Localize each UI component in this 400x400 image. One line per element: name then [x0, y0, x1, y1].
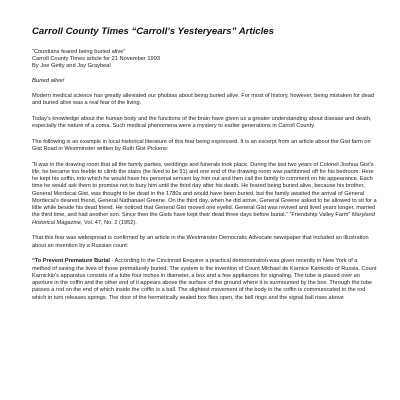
paragraph-5: That this fear was widespread is confirmed by an article in the Westminster Democratic Advocate newspaper that included an illustration about an invention by a Russian count: — [32, 235, 369, 249]
article-page — [32, 26, 377, 310]
article-meta — [32, 49, 377, 71]
excerpt-heading: “To Prevent Premature Burial — [32, 258, 110, 265]
paragraph-3: The following is an example in local historical literature of this fear being expressed. It is an excerpt from an article about the Gist farm on Gist Road in Westminster written by Ruth Gist Pickens: — [32, 138, 371, 152]
paragraph-4-quote — [32, 162, 377, 227]
document-title: Carroll County Times “Carroll’s Yesteryears” Articles — [32, 26, 274, 37]
quote-text: “It was in the drawing room that all the family parties, weddings and funerals took place. During the last two years of Colonel Joshua Gist’s life, he became too feeble to climb the stairs (he lived to be 91) and one end of the drawing room was partitioned off for his bedroom. Here he kept his coffin, into which he would have his personal servant lay him out and then call the family to comment on his appearance. Each time he would ask them to promise not to bury him until the third day after his death. He feared being buried alive, because his brother, General Mordecai Gist, was thought to be dead in the 1780s and would have been buried, but the family awaited the arrival of General Mordecai’s dearest friend, General Nathanael Greene. On the third day, when he did arrive, General Greene asked to be allowed to sit for a little while beside his dead friend. He noticed that General Gist moved one eyelid. General Gist was revived and lived years longer, married the third time, and had another son. Since then the Gists have kept their dead three days before burial.” “Friendship Valley Farm” — [32, 161, 377, 219]
section-title: Buried alive! — [32, 77, 65, 84]
quote-source-citation: , Vol. 47, No. 2 (1952). — [80, 219, 137, 226]
article-date-line: Carroll County Times article for 21 November 1993 — [32, 56, 161, 63]
article-headline: “Countians feared being buried alive” — [32, 49, 126, 55]
paragraph-6 — [32, 258, 377, 302]
paragraph-2: Today’s knowledge about the human body and the functions of the brain have given us a greater understanding about disease and death, especially the nature of a coma. Such medical phenomena were a mystery to earlier generations in Carroll County. — [32, 115, 372, 129]
quote-source-title: Maryland Historical Magazine — [32, 212, 375, 226]
paragraph-1: Modern medical science has greatly alleviated our phobias about being buried alive. For most of history, however, being mistaken for dead and buried alive was a real fear of the living. — [32, 92, 374, 106]
excerpt-body: - According to the Cincinnati Enquirer a practical demonstration was given recently in New York of a method of saving the lives of those prematurely buried. The system is the invention of Count Michael de Karnice Karnicklo of Russia. Count Karnicklo’s apparatus consists of a tube four inches in diameter, a box and a few appliances for signaling. The tube is placed over an aperture in the coffin and the other end of it appears above the surface of the ground where it is surmounted by the box. Through the tube passes a rod on the end of which inside the coffin is a ball. The slightest movement of the body in the coffin is communicated to the rod which in turn releases springs. The door of the hermetically sealed box flies open, the bell rings and the signal ball rises above — [32, 258, 377, 301]
article-byline: By Joe Getty and Jay Graybeal — [32, 63, 111, 70]
